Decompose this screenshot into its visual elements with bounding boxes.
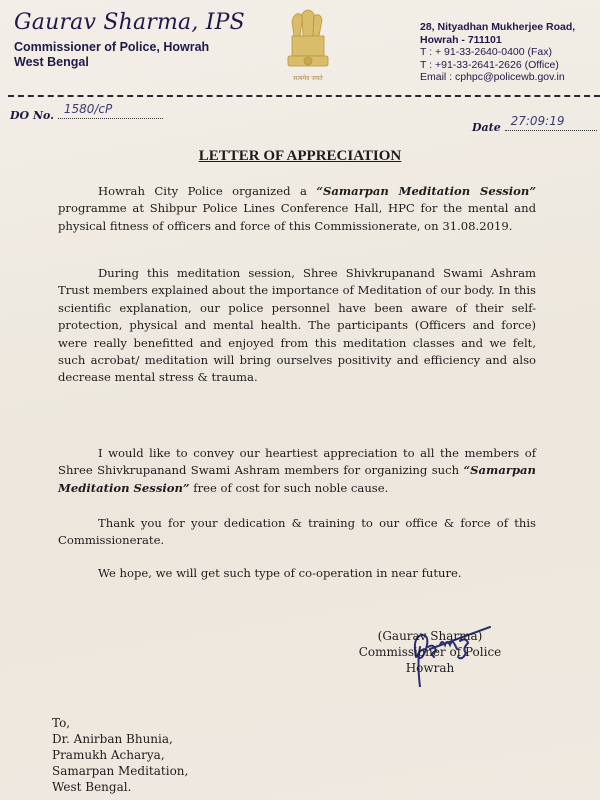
recipient-org: Samarpan Meditation,	[52, 764, 189, 778]
recipient-to: To,	[52, 716, 71, 730]
paragraph-1-text-a: Howrah City Police organized a	[98, 184, 317, 198]
recipient-name: Dr. Anirban Bhunia,	[52, 732, 173, 746]
address-office-phone: T : +91-33-2641-2626 (Office)	[420, 58, 559, 71]
letterhead-designation-block	[14, 40, 209, 70]
letterhead-address	[420, 21, 575, 84]
paragraph-2-text: During this meditation session, Shree Shivkrupanand Swami Ashram Trust members explained about the importance of Meditation of our body. In this scientific explanation, our police personnel have been aware of their self-protection, physical and mental health. The participants (Officers and force) were really benefitted and enjoyed from this meditation classes and we felt, such acrobat/ meditation will bring ourselves positivity and efficiency and also decrease mental stress & trauma.	[58, 266, 536, 385]
emblem-motto: सत्यमेव जयते	[293, 75, 323, 82]
do-number-field	[10, 102, 163, 122]
address-fax: T : + 91-33-2640-0400 (Fax)	[420, 46, 553, 58]
recipient-state: West Bengal.	[52, 780, 132, 794]
signatory-name: (Gaurav Sharma)	[377, 629, 483, 643]
letterhead-state: West Bengal	[14, 55, 89, 69]
paragraph-1-text-b: programme at Shibpur Police Lines Conference Hall, HPC for the mental and physical fitness of officers and force of this Commissionerate, on 31.08.2019.	[58, 201, 536, 233]
paragraph-3	[58, 445, 536, 497]
signatory-designation: Commissioner of Police	[358, 645, 502, 659]
do-number-line	[58, 102, 163, 119]
paragraph-3-text-a: I would like to convey our heartiest appreciation to all the members of Shree Shivkrupanand Swami Ashram members for organizing such	[58, 446, 536, 478]
date-value: 27:09:19	[510, 114, 565, 128]
paragraph-4	[58, 515, 536, 550]
signatory-place: Howrah	[405, 661, 455, 675]
paragraph-2	[58, 265, 536, 387]
do-number-label: DO No.	[10, 109, 54, 122]
paragraph-4-text: Thank you for your dedication & training to our office & force of this Commissionerate.	[58, 516, 536, 548]
address-line-2: Howrah - 711101	[420, 33, 502, 46]
address-email: Email : cphpc@policewb.gov.in	[420, 71, 565, 83]
date-field	[472, 114, 597, 134]
signature-block	[345, 628, 515, 676]
recipient-title: Pramukh Acharya,	[52, 748, 165, 762]
letterhead-designation: Commissioner of Police, Howrah	[14, 40, 210, 54]
paragraph-5-text: We hope, we will get such type of co-operation in near future.	[98, 566, 462, 580]
address-line-1: 28, Nityadhan Mukherjee Road,	[420, 21, 576, 33]
date-line	[505, 114, 597, 131]
signature-initials: Gsmg	[410, 617, 413, 618]
recipient-block	[52, 715, 188, 795]
national-emblem-icon	[278, 4, 338, 86]
letter-title: LETTER OF APPRECIATION	[198, 148, 402, 164]
paragraph-1-emphasis: “Samarpan Meditation Session”	[316, 184, 536, 198]
paragraph-1	[58, 183, 536, 235]
paragraph-3-emphasis: “Samarpan Meditation Session”	[58, 463, 536, 495]
letterhead-name: Gaurav Sharma, IPS	[14, 10, 245, 35]
date-label: Date	[472, 121, 501, 134]
paragraph-3-text-b: free of cost for such noble cause.	[189, 480, 389, 495]
paragraph-5	[58, 565, 536, 582]
header-divider	[8, 95, 600, 97]
do-number-value: 1580/cP	[63, 102, 113, 116]
